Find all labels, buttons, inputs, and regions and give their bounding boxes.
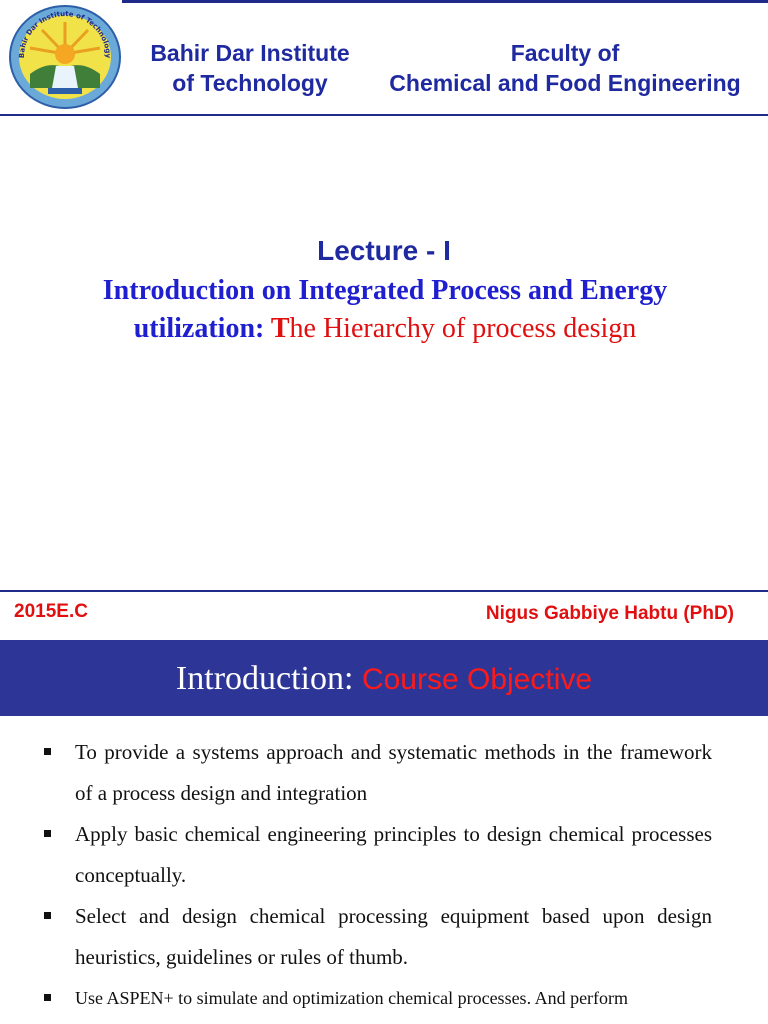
top-border-gap [0, 0, 122, 3]
faculty-name-line2: Chemical and Food Engineering [389, 70, 741, 96]
subtitle-line2-rest: he Hierarchy of process design [289, 313, 637, 344]
faculty-name-line1: Faculty of [510, 40, 620, 66]
institute-name-line2: of Technology [172, 70, 328, 96]
footer-year: 2015E.C [14, 601, 88, 622]
banner-prefix: Introduction: [175, 660, 362, 697]
faculty-name [370, 38, 760, 98]
lecture-subtitle [40, 272, 730, 348]
university-seal-icon [8, 4, 122, 110]
institute-name [130, 38, 370, 98]
list-item-text: Apply basic chemical engineering principles to design chemical processes conceptually. [75, 822, 712, 887]
objective-list [44, 732, 712, 1019]
banner-accent: Course Objective [361, 663, 593, 696]
list-item [44, 978, 712, 1019]
list-item [44, 814, 712, 896]
square-bullet-icon [44, 994, 51, 1001]
square-bullet-icon [44, 830, 51, 837]
list-item-text: Use ASPEN+ to simulate and optimization chemical processes. And perform [75, 988, 629, 1008]
subtitle-line2-initial: T [270, 313, 290, 344]
slide-banner [0, 640, 768, 716]
footer-author: Nigus Gabbiye Habtu (PhD) [485, 603, 734, 624]
list-item-text: Select and design chemical processing equipment based upon design heuristics, guidelines or rules of thumb. [75, 904, 712, 969]
list-item [44, 896, 712, 978]
institute-name-line1: Bahir Dar Institute [150, 40, 350, 66]
footer-divider [0, 590, 768, 592]
header-divider [0, 114, 768, 116]
seal-text-top: Bahir Dar Institute of Technology [17, 9, 113, 59]
subtitle-line2 [40, 310, 730, 348]
list-item-text: To provide a systems approach and systematic methods in the framework of a process design and integration [75, 740, 712, 805]
square-bullet-icon [44, 748, 51, 755]
list-item [44, 732, 712, 814]
course-objective-slide [0, 640, 768, 1024]
subtitle-line2-prefix: utilization: [133, 313, 271, 344]
subtitle-line1: Introduction on Integrated Process and Energy [102, 275, 668, 306]
lecture-title: Lecture - I [317, 235, 451, 266]
square-bullet-icon [44, 912, 51, 919]
